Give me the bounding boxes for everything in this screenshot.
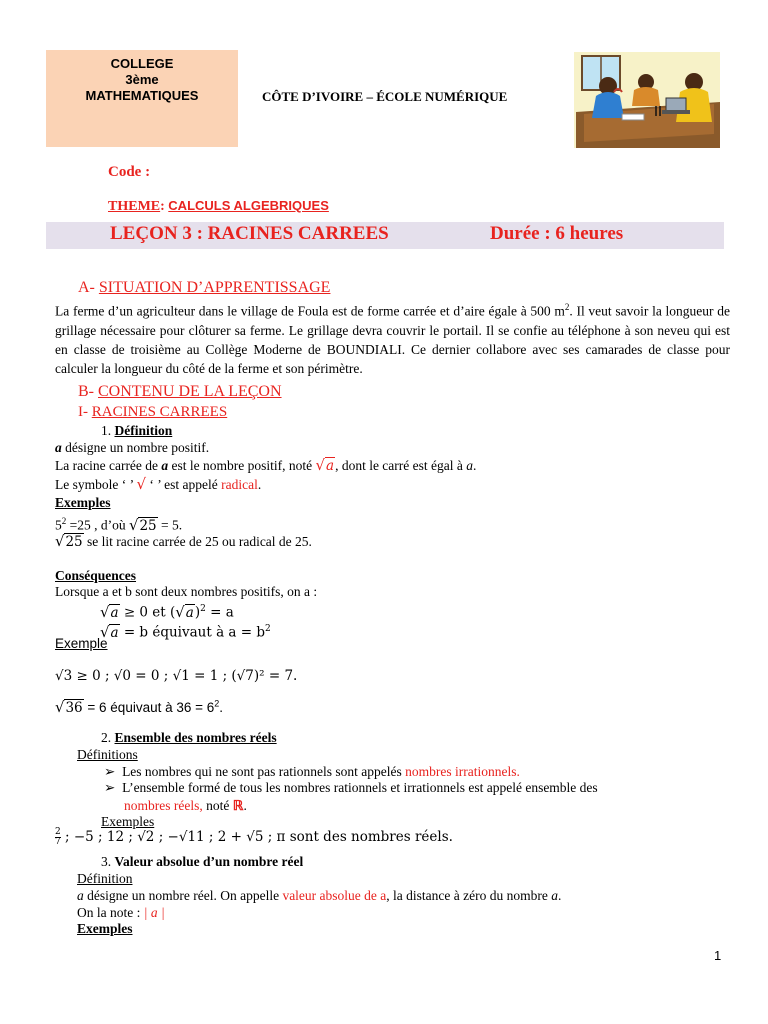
- def2-end: a: [466, 458, 473, 473]
- theme-label: THEME: [108, 199, 161, 214]
- definition-title: Définition: [114, 423, 173, 438]
- header-level: COLLEGE: [110, 56, 174, 71]
- exemple-title: Exemple: [55, 636, 108, 651]
- examples-title-1: Exemples: [55, 495, 111, 510]
- symbol-dot: .: [257, 477, 262, 492]
- abs-note-red: | a |: [143, 905, 165, 920]
- consequences-title: Conséquences: [55, 568, 137, 583]
- abs-title: Valeur absolue d’un nombre réel: [114, 854, 304, 869]
- section-a-heading: [78, 279, 330, 297]
- def2-var: a: [161, 458, 169, 473]
- sqrt-25-2: √25: [55, 532, 83, 550]
- section-a-text-1: La ferme d’un agriculteur dans le village de Foula est de forme carrée et d’aire égale à 500 m: [55, 303, 565, 319]
- sqrt-a-c1b: √a: [175, 602, 194, 621]
- abs-text-b: , la distance à zéro du nombre: [386, 888, 552, 903]
- abs-text-red: valeur absolue de a: [282, 888, 387, 903]
- ex2-text: se lit racine carrée de 25 ou radical de 25.: [83, 534, 312, 549]
- theme-line: [108, 198, 329, 215]
- abs-number: 3.: [101, 854, 112, 869]
- ex4-dot: .: [219, 700, 224, 715]
- fraction-numerator: 2: [55, 827, 61, 837]
- def2-c: , dont le carré est égal à: [335, 458, 467, 473]
- bullet2-red: nombres réels,: [124, 798, 203, 813]
- consequences-intro: Lorsque a et b sont deux nombres positifs, on a :: [55, 584, 318, 599]
- reals-example-text: ; −5 ; 12 ; √2 ; −√11 ; 2 + √5 ; π sont des nombres réels.: [60, 829, 453, 845]
- section-a-text-exp: 2: [564, 302, 570, 312]
- reals-example-line: [55, 828, 453, 847]
- lesson-title: LEÇON 3 : RACINES CARREES: [110, 223, 389, 244]
- abs-text-a: désigne un nombre réel. On appelle: [83, 888, 283, 903]
- reals-definitions-title: Définitions: [77, 747, 138, 762]
- bullet2-text: L’ensemble formé de tous les nombres rationnels et irrationnels est appelé ensemble des: [122, 780, 598, 795]
- cons2-text: = b équivaut à a = b: [119, 624, 266, 641]
- consequence-2: √a = b équivaut à $a = b^2$: [100, 622, 271, 641]
- reals-examples-title: Exemples: [101, 814, 155, 829]
- subsection-1-prefix: I-: [78, 404, 88, 420]
- ex1-radicand: 25: [139, 517, 157, 534]
- ex1-b: =25 , d’où: [66, 517, 129, 533]
- ex4-radicand: 36: [65, 700, 83, 716]
- definition-line-1: [55, 438, 209, 457]
- abs-note-a: On la note :: [77, 905, 144, 920]
- students-at-computer-illustration: [574, 52, 720, 148]
- example-line-3: √3 ≥ 0 ; √0 = 0 ; √1 = 1 ; (√7)² = 7.: [55, 668, 298, 684]
- symbol-radical: radical: [221, 477, 258, 492]
- def2-dot: .: [473, 458, 477, 473]
- bullet1-text: Les nombres qui ne sont pas rationnels sont appelés: [122, 764, 406, 779]
- symbol-a: Le symbole ‘ ’: [55, 477, 137, 492]
- consequence-1: √a ≥ 0 et $(√a)^2 = a$: [100, 602, 234, 621]
- bullet2-b: noté: [202, 798, 233, 813]
- section-a-text-2: . Il veut savoir la longueur de grillage nécessaire pour clôturer sa ferme. Le grillage devra couvrir le portail. Il se confie au téléphone à son neveu qui est en classe de troisième au Collège Moderne de BOUNDIALI. Ce dernier collabore avec ses camarades de classe pour calculer la longueur du côté de la ferme et son périmètre.: [55, 303, 730, 376]
- def2-a: La racine carrée de: [55, 458, 162, 473]
- definition-line-2: [55, 456, 476, 476]
- theme-separator: :: [160, 199, 169, 214]
- subsection-1-heading: [78, 404, 227, 421]
- ex1-c: = 5.: [157, 517, 183, 533]
- definition-line-1-text: désigne un nombre positif.: [61, 440, 210, 455]
- ex4-exp: 2: [214, 698, 220, 709]
- cons1-c: = a: [205, 604, 234, 621]
- section-a-prefix: A-: [78, 279, 95, 296]
- sqrt-25-1: √25: [128, 515, 157, 534]
- header-box: [46, 50, 238, 147]
- ex1-a: 5: [55, 517, 62, 533]
- var-a: a: [55, 440, 62, 455]
- abs-definition-text: a désigne un nombre réel. On appelle valeur absolue de a, la distance à zéro du nombre a.: [77, 888, 562, 903]
- reals-number: 2.: [101, 730, 112, 745]
- sqrt-36: √36: [55, 698, 83, 716]
- example-line-4: [55, 698, 223, 716]
- cons1-text: ≥ 0 et (: [119, 604, 176, 621]
- reals-title: Ensemble des nombres réels: [114, 730, 277, 745]
- abs-text-dot: .: [557, 888, 562, 903]
- header-subject: MATHEMATIQUES: [85, 88, 199, 103]
- cons1-b: ): [194, 604, 201, 621]
- ex4-text: = 6 équivaut à 36 = 6: [83, 700, 215, 715]
- example-line-2: [55, 532, 312, 552]
- section-b-prefix: B-: [78, 383, 94, 400]
- ex2-radicand: 25: [65, 534, 83, 550]
- school-title: CÔTE D’IVOIRE – ÉCOLE NUMÉRIQUE: [262, 89, 508, 104]
- definition-number: 1.: [101, 423, 112, 438]
- sqrt-a-symbol: √a: [315, 456, 335, 474]
- page-number: 1: [714, 948, 722, 963]
- abs-text-var: a: [551, 888, 558, 903]
- sqrt-a-c1: √a: [100, 602, 119, 621]
- fraction-denominator: 7: [55, 837, 61, 847]
- sqrt-a-c2: √a: [100, 622, 119, 641]
- arrow-bullet-icon: ➢: [104, 780, 116, 795]
- symbol-b: ‘ ’ est appelé: [146, 477, 222, 492]
- abs-examples-title: Exemples: [77, 921, 133, 936]
- section-b-title: CONTENU DE LA LEÇON: [98, 383, 282, 400]
- lesson-duration: Durée : 6 heures: [490, 223, 624, 244]
- arrow-bullet-icon: ➢: [104, 764, 116, 779]
- bullet2-dot: .: [243, 798, 247, 813]
- section-a-text: [55, 298, 730, 378]
- abs-definition-title: Définition: [77, 871, 133, 886]
- theme-value: CALCULS ALGEBRIQUES: [168, 198, 329, 213]
- header-grade: 3ème: [125, 72, 159, 87]
- section-b-heading: [78, 383, 282, 401]
- symbol-line: [55, 475, 261, 494]
- ex1-exp: 2: [61, 516, 67, 526]
- code-label: Code :: [108, 164, 151, 180]
- radical-symbol-icon: √: [136, 475, 147, 493]
- def2-b: est le nombre positif, noté: [168, 458, 316, 473]
- reals-bullet-2: [104, 778, 694, 797]
- sqrt-a-radicand: a: [326, 458, 335, 474]
- real-numbers-symbol: ℝ: [232, 798, 244, 813]
- subsection-1-title: RACINES CARREES: [91, 404, 228, 420]
- section-a-title: SITUATION D’APPRENTISSAGE: [98, 279, 331, 296]
- bullet1-red: nombres irrationnels.: [405, 764, 520, 779]
